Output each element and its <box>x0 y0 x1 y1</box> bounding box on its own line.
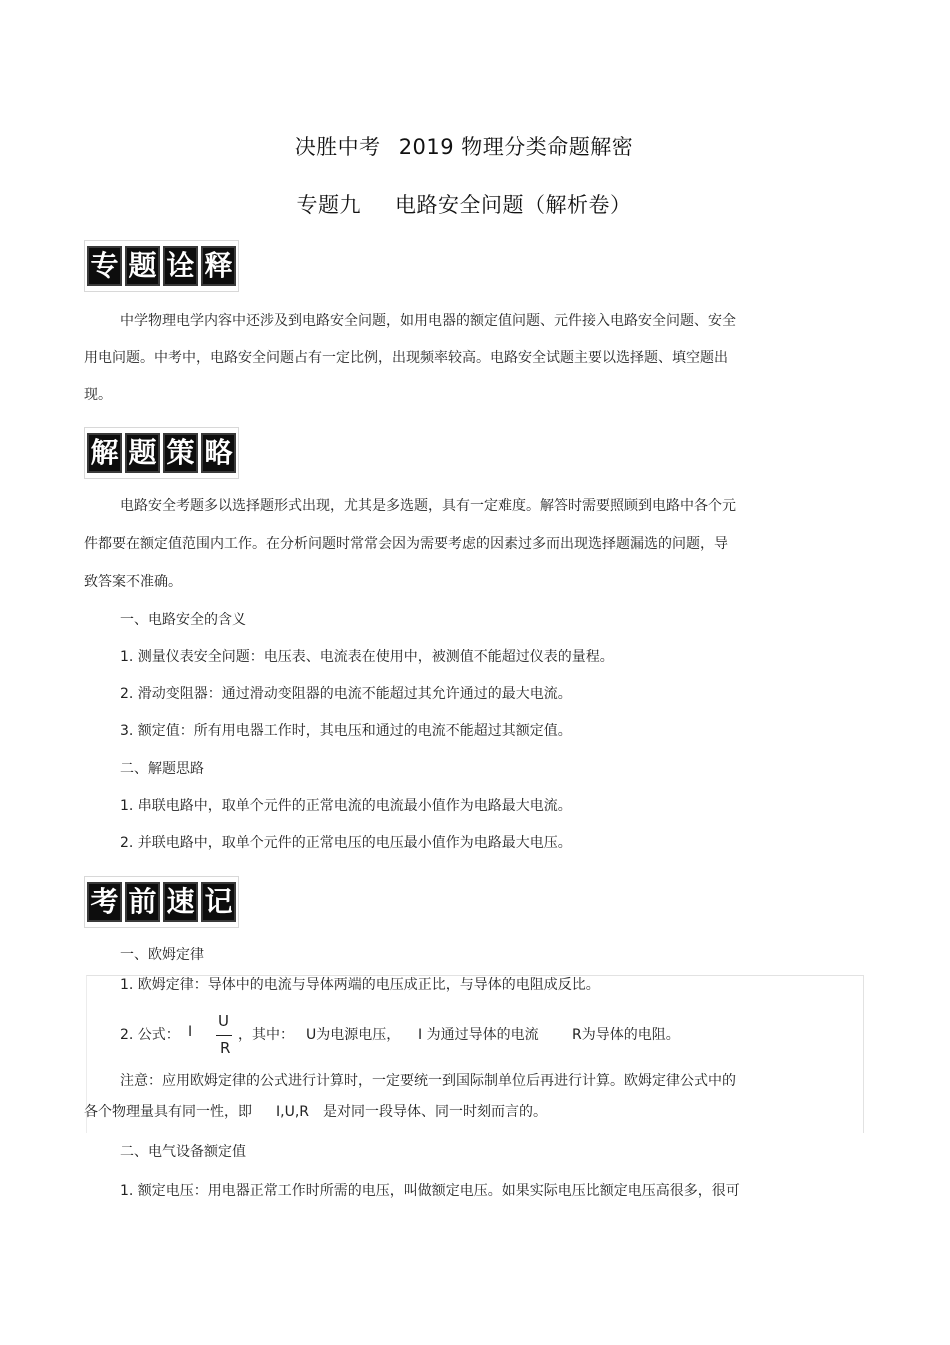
title-part1: 决胜中考 <box>294 135 381 159</box>
review-item: 1. 欧姆定律：导体中的电流与导体两端的电压成正比，与导体的电阻成反比。 <box>120 977 600 993</box>
badge-char: 专 <box>87 246 122 286</box>
review-note-line2 <box>84 1103 547 1121</box>
document-subtitle <box>0 189 928 219</box>
badge-char: 速 <box>163 882 198 922</box>
badge-char: 诠 <box>163 246 198 286</box>
title-part2: 2019 物理分类命题解密 <box>398 135 634 159</box>
formula-where: ，其中： <box>238 1027 294 1043</box>
formula-numerator: U <box>218 1012 229 1030</box>
review-heading: 二、电气设备额定值 <box>120 1144 246 1160</box>
note-variables: I,U,R <box>276 1104 310 1120</box>
formula-label: 2. 公式： <box>120 1027 180 1043</box>
strategy-item: 3. 额定值：所有用电器工作时，其电压和通过的电流不能超过其额定值。 <box>120 723 572 739</box>
fraction-bar <box>216 1035 232 1036</box>
intro-line: 现。 <box>84 387 112 403</box>
note-part: 是对同一段导体、同一时刻而言的。 <box>323 1104 548 1120</box>
badge-char: 释 <box>201 246 236 286</box>
formula-u-desc: U为电源电压， <box>306 1027 401 1043</box>
review-note: 注意：应用欧姆定律的公式进行计算时，一定要统一到国际制单位后再进行计算。欧姆定律公式中的 <box>120 1073 736 1089</box>
section-badge-solution-strategy <box>84 427 239 479</box>
document-title <box>0 131 928 161</box>
intro-line: 中学物理电学内容中还涉及到电路安全问题，如用电器的额定值问题、元件接入电路安全问题、安全 <box>120 313 736 329</box>
formula-current: I <box>188 1024 193 1040</box>
formula-denominator: R <box>220 1039 231 1057</box>
strategy-item: 2. 滑动变阻器：通过滑动变阻器的电流不能超过其允许通过的最大电流。 <box>120 686 572 702</box>
section-badge-quick-review <box>84 876 239 928</box>
badge-char: 题 <box>125 246 160 286</box>
intro-line: 用电问题。中考中，电路安全问题占有一定比例，出现频率较高。电路安全试题主要以选择题、填空题出 <box>84 350 728 366</box>
strategy-line: 致答案不准确。 <box>84 574 182 590</box>
strategy-item: 1. 测量仪表安全问题：电压表、电流表在使用中，被测值不能超过仪表的量程。 <box>120 649 614 665</box>
formula-i-desc: I 为通过导体的电流 <box>418 1027 539 1043</box>
review-heading: 一、欧姆定律 <box>120 947 204 963</box>
strategy-heading: 一、电路安全的含义 <box>120 612 246 628</box>
strategy-line: 件都要在额定值范围内工作。在分析问题时常常会因为需要考虑的因素过多而出现选择题漏选的问题，导 <box>84 536 728 552</box>
review-item: 1. 额定电压：用电器正常工作时所需的电压，叫做额定电压。如果实际电压比额定电压高很多，很可 <box>120 1183 740 1199</box>
formula-r-desc: R为导体的电阻。 <box>572 1027 680 1043</box>
strategy-item: 1. 串联电路中，取单个元件的正常电流的电流最小值作为电路最大电流。 <box>120 798 572 814</box>
section-badge-topic-explanation <box>84 240 239 292</box>
badge-char: 记 <box>201 882 236 922</box>
strategy-line: 电路安全考题多以选择题形式出现，尤其是多选题，具有一定难度。解答时需要照顾到电路中各个元 <box>120 498 736 514</box>
badge-char: 前 <box>125 882 160 922</box>
badge-char: 题 <box>125 433 160 473</box>
badge-char: 考 <box>87 882 122 922</box>
note-part: 各个物理量具有同一性，即 <box>84 1104 252 1120</box>
subtitle-part2: 电路安全问题（解析卷） <box>395 193 632 217</box>
badge-char: 解 <box>87 433 122 473</box>
strategy-heading: 二、解题思路 <box>120 761 204 777</box>
subtitle-part1: 专题九 <box>296 193 361 217</box>
badge-char: 策 <box>163 433 198 473</box>
badge-char: 略 <box>201 433 236 473</box>
strategy-item: 2. 并联电路中，取单个元件的正常电压的电压最小值作为电路最大电压。 <box>120 835 572 851</box>
